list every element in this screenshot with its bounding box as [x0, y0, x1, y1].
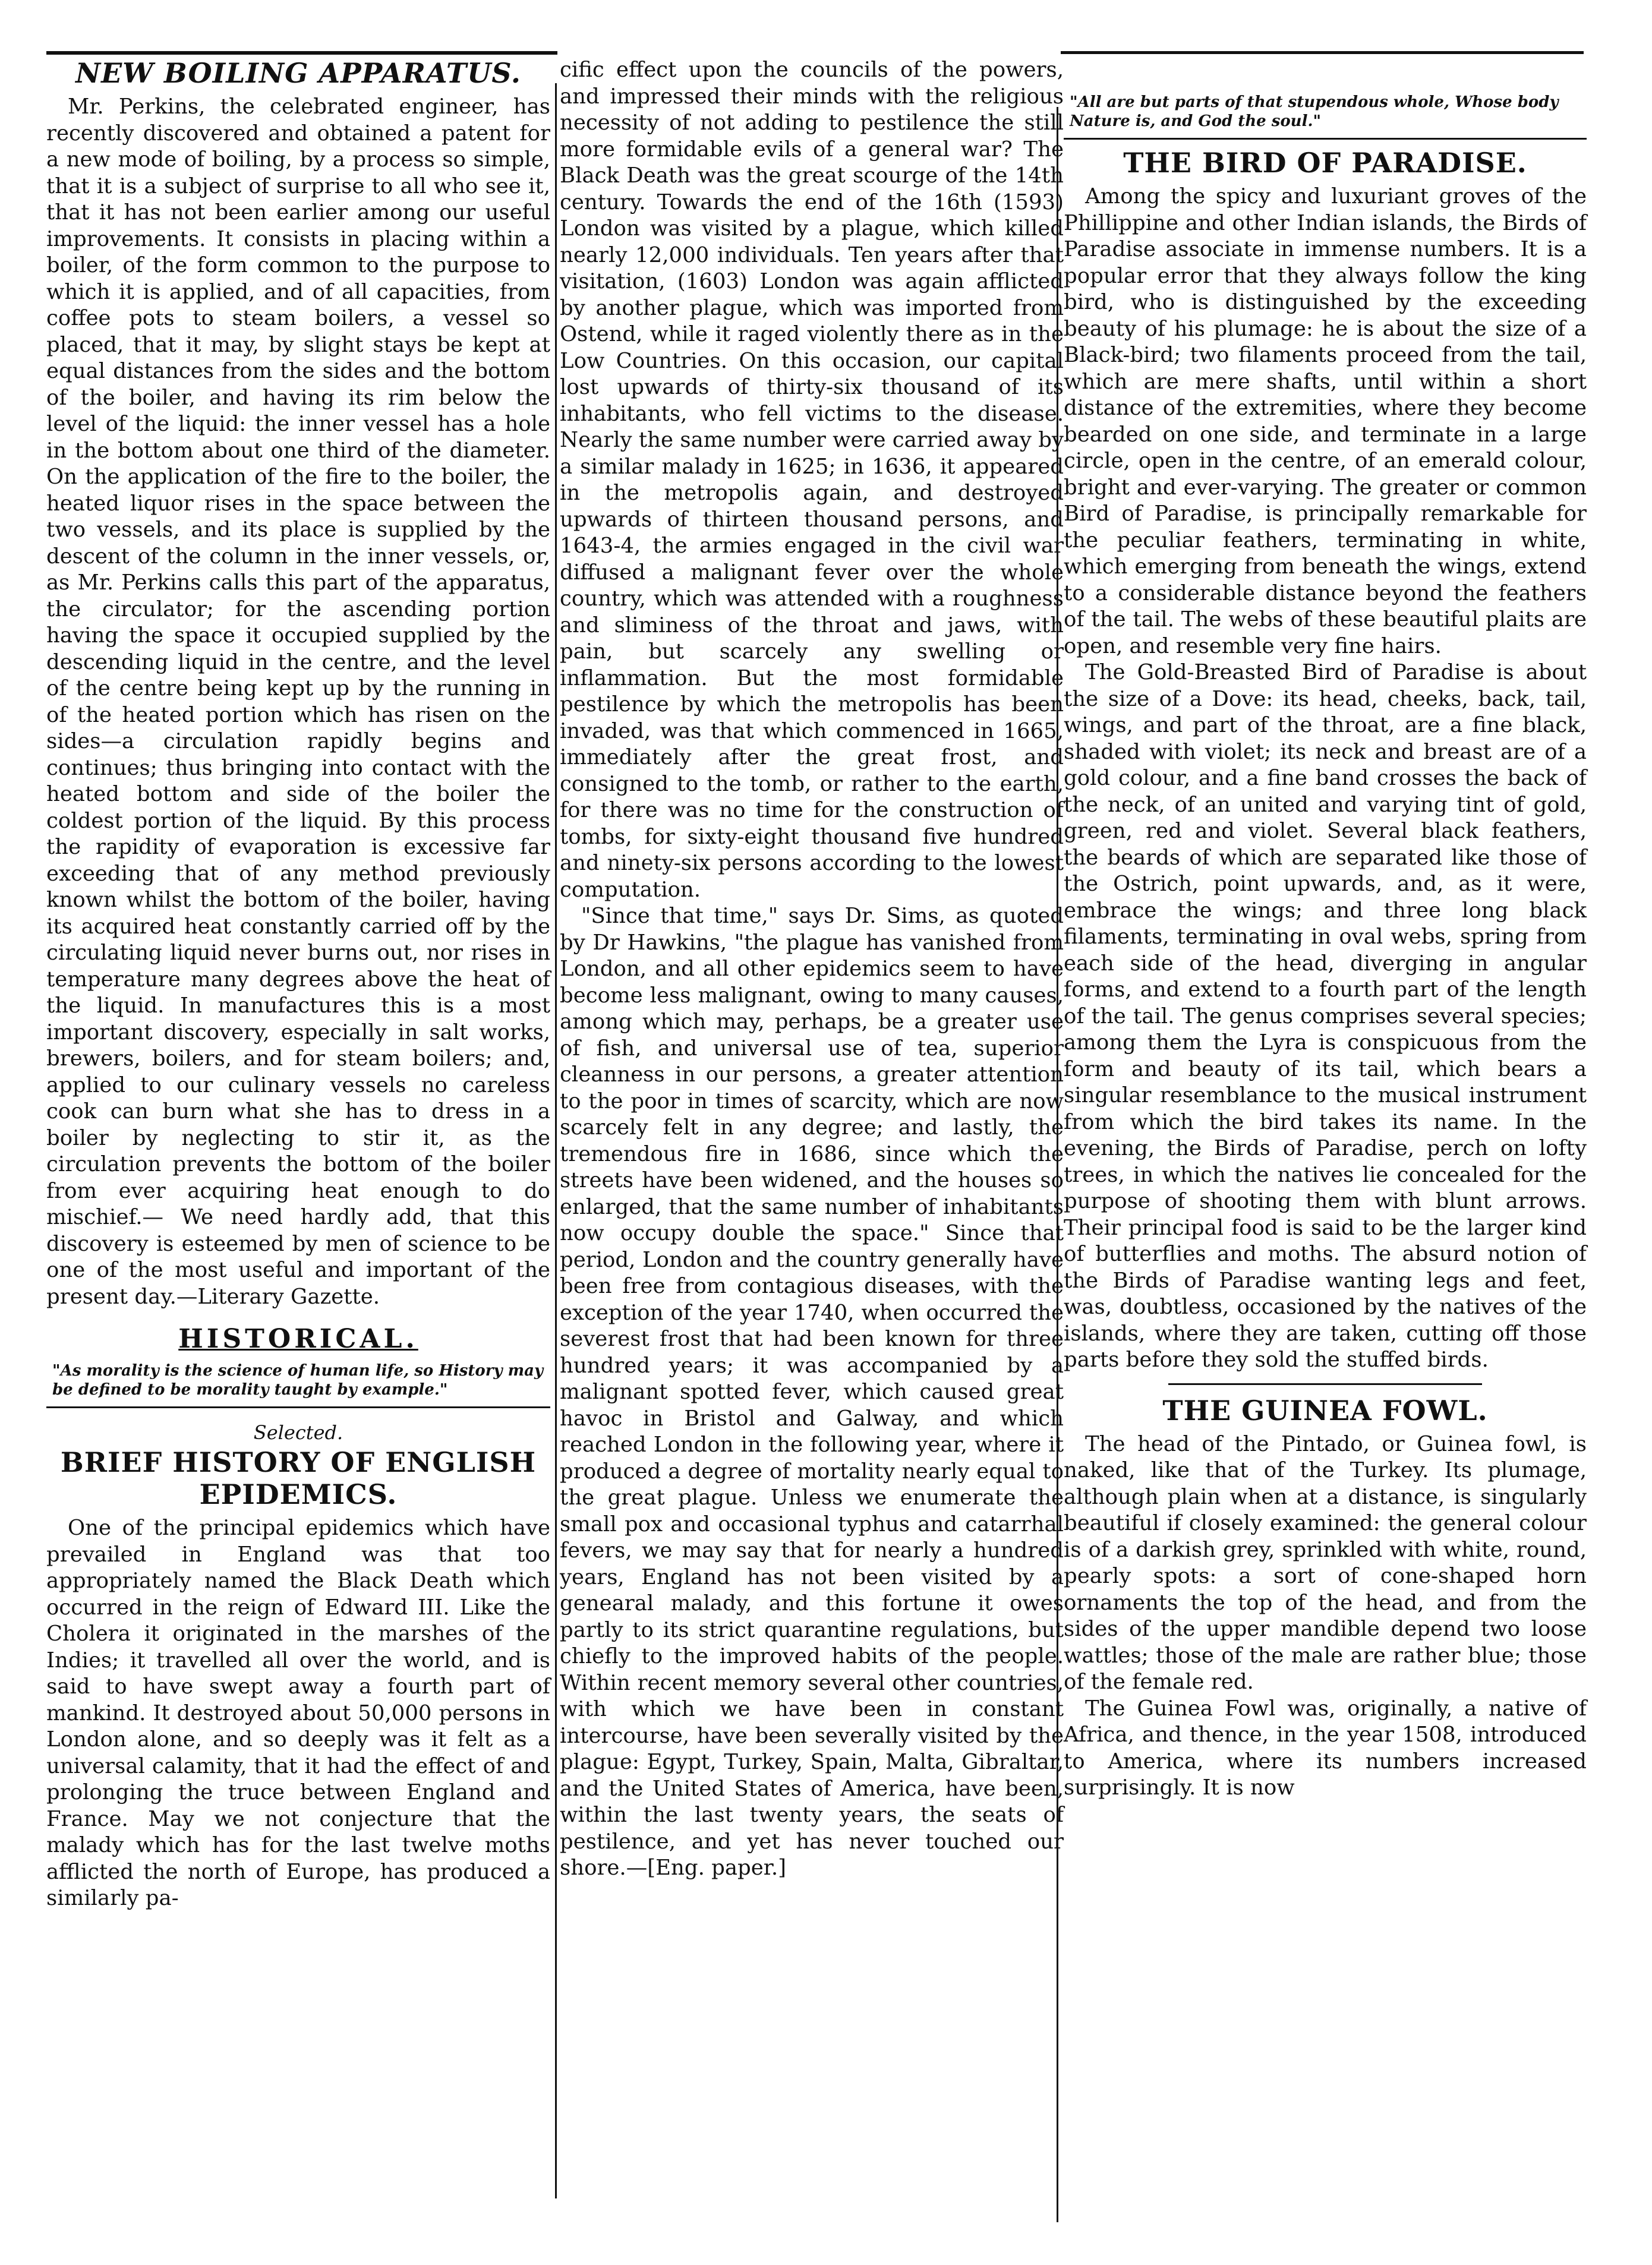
section-motto: "All are but parts of that stupendous whole, Whose body Nature is, and God the soul.": [1070, 93, 1559, 130]
divider: [1168, 1383, 1482, 1385]
article-heading: BRIEF HISTORY OF ENGLISH EPIDEMICS.: [60, 1446, 537, 1510]
article-text: The Gold-Breasted Bird of Paradise is about the size of a Dove: its head, cheeks, back, tail, wings, and part of the throat, are a fine black, shaded with violet; its neck and breast are of a gold colour, and a fine band crosses the back of the neck, of an united and varying tint of gold, green, red and violet. Several black feathers, the beards of which are separated like those of the Ostrich, point upwards, and, as it were, embrace the wings; and three long black filaments, terminating in oval webs, spring from each side of the head, diverging in angular forms, and extend to a fourth part of the length of the tail. The genus comprises several species; among them the Lyra is conspicuous from the form and beauty of its tail, which bears a singular resemblance to the musical instrument from which the bird takes its name. In the evening, the Birds of Paradise, perch on lofty trees, in which the natives lie concealed for the purpose of shooting them with blunt arrows. Their principal food is said to be the larger kind of butterflies and moths. The absurd notion of the Birds of Paradise wanting legs and feet, was, doubtless, occasioned by the natives of the islands, where they are taken, cutting off those parts before they sold the stuffed birds.: [1064, 660, 1587, 1372]
top-rule-left: [46, 51, 557, 55]
top-rule-right: [1061, 51, 1584, 54]
article-text: The head of the Pintado, or Guinea fowl, is naked, like that of the Turkey. Its plumage, although plain when at a distance, is singularly beautiful if closely examined: the general colour is of a darkish grey, sprinkled with white, round, pearly spots: a sort of cone-shaped horn ornaments the top of the head, and from the sides of the upper mandible depend two loose wattles; those of the male are rather blue; those of the female red.: [1064, 1431, 1587, 1694]
article-heading: NEW BOILING APPARATUS.: [75, 57, 521, 89]
column-divider: [555, 83, 557, 2198]
section-motto: "As morality is the science of human life, so History may be defined to be morality taught by example.": [52, 1362, 544, 1399]
column-1: [46, 57, 550, 1912]
article-text: Mr. Perkins, the celebrated engineer, has recently discovered and obtained a patent for a new mode of boiling, by a process so simple, that it is a subject of surprise to all who see it, that it has not been earlier among our useful improvements. It consists in placing within a boiler, of the form common to the purpose to which it is applied, and of all capacities, from coffee pots to steam boilers, a vessel so placed, that it may, by slight stays be kept at equal distances from the sides and the bottom of the boiler, and having its rim below the level of the liquid: the inner vessel has a hole in the bottom about one third of the diameter. On the application of the fire to the boiler, the heated liquor rises in the space between the two vessels, and its place is supplied by the descent of the column in the inner vessels, or, as Mr. Perkins calls this part of the apparatus, the circulator; for the ascending portion having the space it occupied supplied by the descending liquid in the centre, and the level of the centre being kept up by the running in of the heated portion which has risen on the sides—a circulation rapidly begins and continues; thus bringing into contact with the heated bottom and side of the boiler the coldest portion of the liquid. By this process the rapidity of evaporation is excessive far exceeding that of any method previously known whilst the bottom of the boiler, having its acquired heat constantly carried off by the circulating liquid never burns out, nor rises in temperature many degrees above the heat of the liquid. In manufactures this is a most important discovery, especially in salt works, brewers, boilers, and for steam boilers; and, applied to our culinary vessels no careless cook can burn what she has to dress in a boiler by neglecting to stir it, as the circulation prevents the bottom of the boiler from ever acquiring heat enough to do mischief.— We need hardly add, that this discovery is esteemed by men of science to be one of the most useful and important of the present day.—Literary Gazette.: [46, 94, 550, 1309]
divider: [46, 1406, 550, 1408]
column-3: [1064, 89, 1587, 1802]
article-text: One of the principal epidemics which have prevailed in England was that too appropriately named the Black Death which occurred in the reign of Edward III. Like the Cholera it originated in the marshes of the Indies; it travelled all over the world, and is said to have swept away a fourth part of mankind. It destroyed about 50,000 persons in London alone, and so deeply was it felt as a universal calamity, that it had the effect of and prolonging the truce between England and France. May we not conjecture that the malady which has for the last twelve moths afflicted the north of Europe, has produced a similarly pa-: [46, 1516, 550, 1910]
selected-label: Selected.: [253, 1421, 343, 1444]
divider: [1064, 138, 1587, 140]
article-heading: THE BIRD OF PARADISE.: [1123, 147, 1527, 179]
column-2: [560, 57, 1064, 1882]
article-text: The Guinea Fowl was, originally, a native of Africa, and thence, in the year 1508, introduced to America, where its numbers increased surprisingly. It is now: [1064, 1696, 1587, 1800]
article-text: cific effect upon the councils of the powers, and impressed their minds with the religious necessity of not adding to pestilence the still more formidable evils of a general war? The Black Death was the great scourge of the 14th century. Towards the end of the 16th (1593) London was visited by a plague, which killed nearly 12,000 individuals. Ten years after that visitation, (1603) London was again afflicted by another plague, which was imported from Ostend, while it raged violently there as in the Low Countries. On this occasion, our capital lost upwards of thirty-six thousand of its inhabitants, who fell victims to the disease. Nearly the same number were carried away by a similar malady in 1625; in 1636, it appeared in the metropolis again, and destroyed upwards of thirteen thousand persons, and 1643-4, the armies engaged in the civil war diffused a malignant fever over the whole country, which was attended with a roughness and sliminess of the throat and jaws, with pain, but scarcely any swelling or inflammation. But the most formidable pestilence by which the metropolis has been invaded, was that which commenced in 1665, immediately after the great frost, and consigned to the tomb, or rather to the earth, for there was no time for the construction of tombs, for sixty-eight thousand five hundred and ninety-six persons according to the lowest computation.: [560, 58, 1064, 902]
section-heading: HISTORICAL.: [178, 1324, 418, 1354]
article-text: Among the spicy and luxuriant groves of the Phillippine and other Indian islands, the Birds of Paradise associate in immense numbers. It is a popular error that they always follow the king bird, who is distinguished by the exceeding beauty of his plumage: he is about the size of a Black-bird; two filaments proceed from the tail, which are mere shafts, until within a short distance of the extremities, where they become bearded on one side, and terminate in a large circle, open in the centre, of an emerald colour, bright and ever-varying. The greater or common Bird of Paradise, is principally remarkable for the peculiar feathers, terminating in white, which emerging from beneath the wings, extend to a considerable distance beyond the feathers of the tail. The webs of these beautiful plaits are open, and resemble very fine hairs.: [1064, 184, 1587, 658]
article-heading: THE GUINEA FOWL.: [1162, 1394, 1488, 1427]
article-text: "Since that time," says Dr. Sims, as quoted by Dr Hawkins, "the plague has vanished from London, and all other epidemics seem to have become less malignant, owing to many causes, among which may, perhaps, be a greater use of fish, and universal use of tea, superior cleanness in our persons, a greater attention to the poor in times of scarcity, which are now scarcely felt in any degree; and lastly, the tremendous fire in 1686, since which the streets have been widened, and the houses so enlarged, that the same number of inhabitants now occupy double the space." Since that period, London and the country generally have been free from contagious diseases, with the exception of the year 1740, when occurred the severest frost that had been known for three hundred years; it was accompanied by a malignant spotted fever, which caused great havoc in Bristol and Galway, and which reached London in the following year, where it produced a degree of mortality nearly equal to the great plague. Unless we enumerate the small pox and occasional typhus and catarrhal fevers, we may say that for nearly a hundred years, England has not been visited by a genearal malady, and this fortune it owes partly to its strict quarantine regulations, but chiefly to the improved habits of the people. Within recent memory several other countries, with which we have been in constant intercourse, have been severally visited by the plague: Egypt, Turkey, Spain, Malta, Gibraltar, and the United States of America, have been, within the last twenty years, the seats of pestilence, and yet has never touched our shore.—[Eng. paper.]: [560, 904, 1064, 1880]
